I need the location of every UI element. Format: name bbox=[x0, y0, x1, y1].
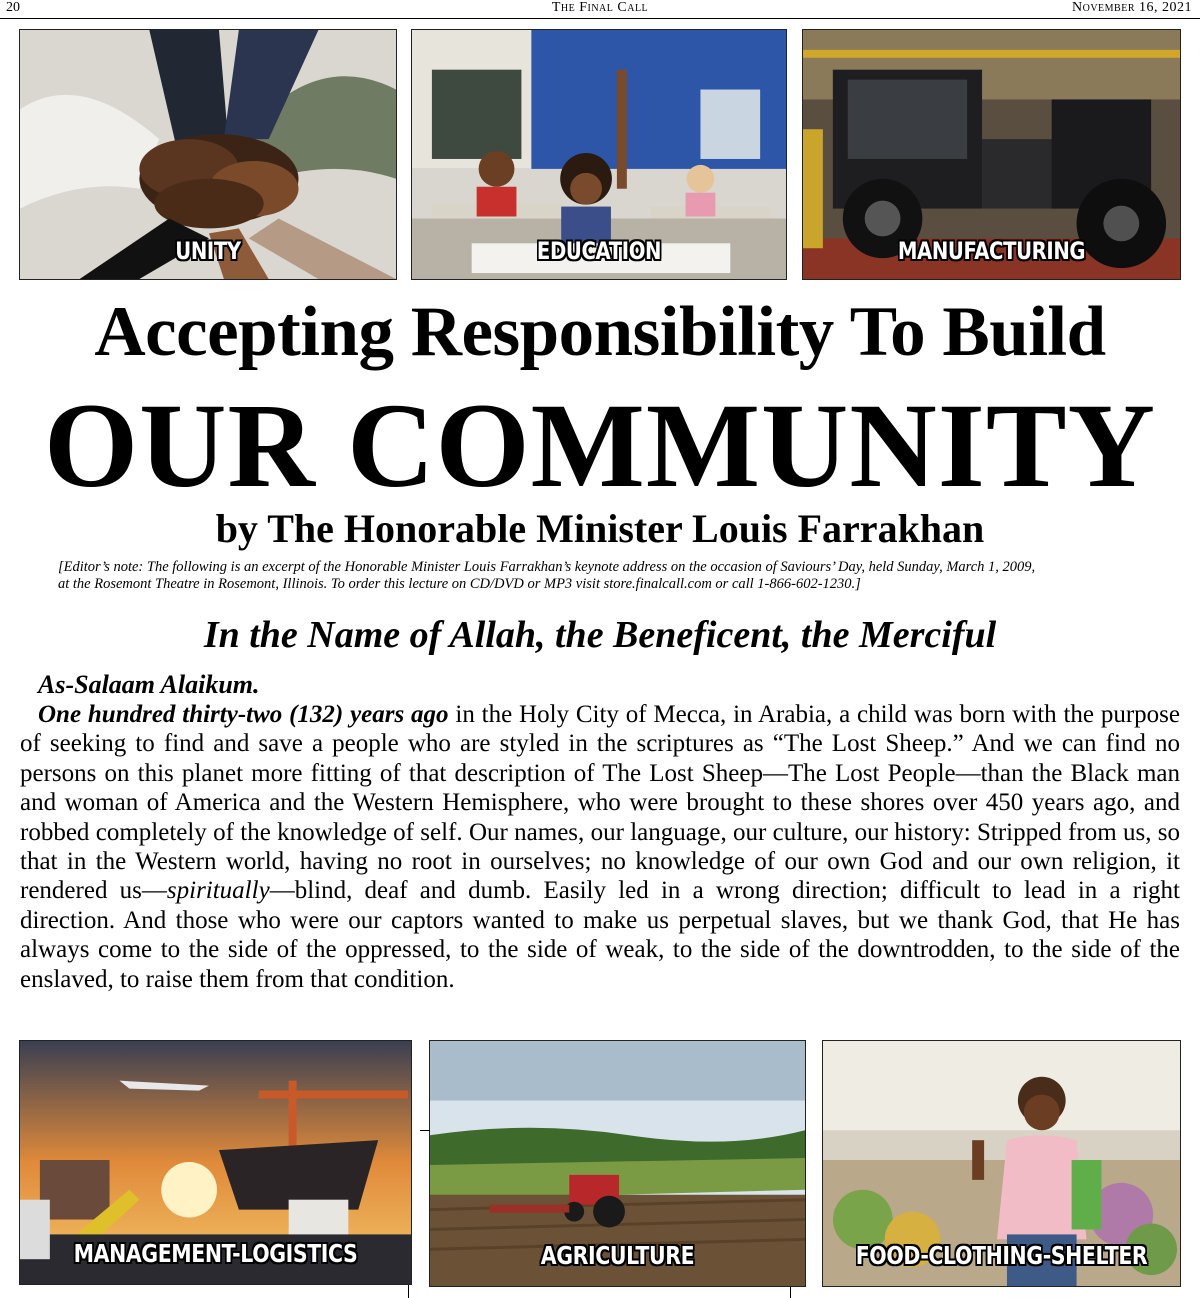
editors-note-line-2: at the Rosemont Theatre in Rosemont, Illinois. To order this lecture on CD/DVD or MP3 visit store.finalcall.com or call 1-866-602-1230.] bbox=[58, 576, 861, 592]
column-rule bbox=[790, 1287, 791, 1298]
caption-management-logistics: MANAGEMENT-LOGISTICS bbox=[73, 1239, 358, 1268]
photo-food-clothing-shelter bbox=[822, 1040, 1181, 1287]
photo-unity bbox=[19, 29, 397, 280]
article-emphasis: spiritually bbox=[166, 877, 270, 905]
caption-education: EDUCATION bbox=[536, 237, 662, 265]
caption-unity: UNITY bbox=[175, 237, 241, 265]
page-number: 20 bbox=[6, 0, 20, 15]
greeting: As-Salaam Alaikum. bbox=[38, 670, 260, 699]
byline: by The Honorable Minister Louis Farrakhan bbox=[215, 506, 985, 551]
headline-line-2: OUR COMMUNITY bbox=[44, 379, 1156, 513]
caption-manufacturing: MANUFACTURING bbox=[897, 237, 1086, 265]
issue-date: November 16, 2021 bbox=[1071, 0, 1192, 15]
article-text-a: in the Holy City of Mecca, in Arabia, a child was born with the purpose of seeking to find and save a people who are styled in the scriptures as “The Lost Sheep.” And we can find no persons on this planet more fitting of that description of The Lost Sheep—The Lost People—than the Black man and woman of America and the Western Hemisphere, who were brought to these shores over 450 years ago, and robbed completely of the knowledge of self. Our names, our language, our culture, our history: Stripped from us, so that in the Western world, having no root in ourselves; no knowledge of our own God and our own religion, it rendered us— bbox=[20, 701, 1180, 905]
photo-education bbox=[411, 29, 787, 280]
publication-name: The Final Call bbox=[551, 0, 649, 15]
article-body bbox=[20, 700, 1180, 994]
photo-management-logistics bbox=[19, 1040, 412, 1285]
article-paragraph bbox=[20, 700, 1180, 994]
column-rule bbox=[420, 1130, 430, 1131]
article-text-b: —blind, deaf and dumb. Easily led in a wrong direction; difficult to lead in a right direction. And those who were our captors wanted to make us perpetual slaves, but we thank God, that He has always come to the side of the oppressed, to the side of weak, to the side of the downtrodden, to the side of the enslaved, to raise them from that condition. bbox=[20, 877, 1181, 993]
caption-food-clothing-shelter: FOOD-CLOTHING-SHELTER bbox=[855, 1241, 1148, 1270]
editors-note-line-1: [Editor’s note: The following is an excerpt of the Honorable Minister Louis Farrakhan’s keynote address on the occasion of Saviours’ Day, held Sunday, March 1, 2009, bbox=[58, 559, 1036, 575]
headline-line-1: Accepting Responsibility To Build bbox=[94, 293, 1106, 371]
page-folio bbox=[0, 0, 1200, 19]
photo-agriculture bbox=[429, 1040, 806, 1287]
editors-note bbox=[58, 559, 1158, 593]
photo-manufacturing bbox=[802, 29, 1181, 280]
column-rule bbox=[408, 1285, 409, 1298]
invocation: In the Name of Allah, the Beneficent, the Merciful bbox=[203, 614, 997, 656]
caption-agriculture: AGRICULTURE bbox=[540, 1241, 695, 1270]
article-lead: One hundred thirty-two (132) years ago bbox=[38, 701, 449, 728]
